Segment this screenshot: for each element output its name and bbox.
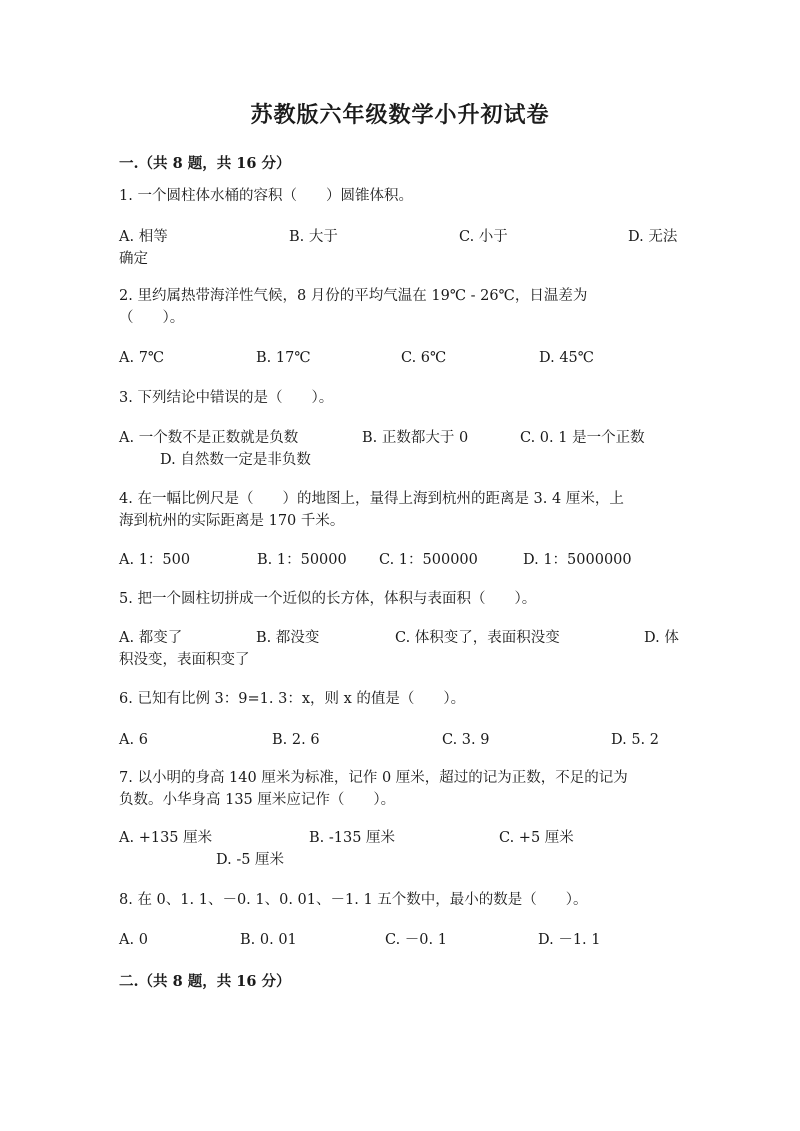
option-d: D. 无法 (628, 229, 678, 245)
option-b: B. 0. 01 (240, 932, 297, 948)
option-d: D. 1：5000000 (523, 552, 632, 568)
option-b: B. 正数都大于 0 (362, 430, 469, 446)
question-text-cont: （ ）。 (119, 310, 185, 326)
option-a: A. 6 (119, 732, 148, 748)
question-1-options (119, 226, 684, 270)
option-c: C. 0. 1 是一个正数 (520, 430, 645, 446)
question-text: 1. 一个圆柱体水桶的容积（ ）圆锥体积。 (119, 188, 413, 204)
section-heading-1: 一.（共 8 题，共 16 分） (119, 155, 291, 172)
question-6 (119, 688, 679, 710)
option-a: A. 7℃ (119, 350, 165, 366)
option-wrap-text: 积没变，表面积变了 (119, 652, 250, 668)
question-text: 2. 里约属热带海洋性气候，8 月份的平均气温在 19℃ - 26℃，日温差为 (119, 288, 588, 304)
option-b: B. 1：50000 (257, 552, 347, 568)
question-5-options (119, 627, 684, 671)
question-1 (119, 185, 679, 207)
question-text: 4. 在一幅比例尺是（ ）的地图上，量得上海到杭州的距离是 3. 4 厘米，上 (119, 491, 624, 507)
option-d: D. －1. 1 (538, 932, 601, 948)
option-b: B. 17℃ (256, 350, 311, 366)
section-heading-2: 二.（共 8 题，共 16 分） (119, 973, 291, 990)
question-3 (119, 387, 679, 409)
question-8-options (119, 929, 684, 973)
question-8 (119, 889, 679, 911)
question-2 (119, 285, 679, 329)
question-4-options (119, 549, 684, 593)
option-b: B. 大于 (289, 229, 338, 245)
question-2-options (119, 347, 684, 391)
question-7-options (119, 827, 684, 871)
option-c: C. 1：500000 (379, 552, 478, 568)
option-c: C. －0. 1 (385, 932, 447, 948)
option-c: C. +5 厘米 (499, 830, 574, 846)
option-c: C. 3. 9 (442, 732, 490, 748)
question-text-cont: 负数。小华身高 135 厘米应记作（ ）。 (119, 792, 396, 808)
option-d: D. 体 (644, 630, 679, 646)
question-4 (119, 488, 679, 532)
option-c: C. 6℃ (401, 350, 447, 366)
question-text: 8. 在 0、1. 1、－0. 1、0. 01、－1. 1 五个数中，最小的数是（ ）。 (119, 892, 588, 908)
option-a: A. 一个数不是正数就是负数 (119, 430, 299, 446)
option-c: C. 小于 (459, 229, 508, 245)
question-7 (119, 767, 679, 811)
question-text: 5. 把一个圆柱切拼成一个近似的长方体，体积与表面积（ ）。 (119, 591, 537, 607)
option-c: C. 体积变了，表面积没变 (395, 630, 560, 646)
option-b: B. 2. 6 (272, 732, 320, 748)
option-d: D. 45℃ (539, 350, 594, 366)
option-b: B. -135 厘米 (309, 830, 396, 846)
option-a: A. 相等 (119, 229, 168, 245)
option-d: D. -5 厘米 (216, 852, 285, 868)
option-a: A. 0 (119, 932, 148, 948)
option-wrap-text: 确定 (119, 251, 148, 267)
page-title: 苏教版六年级数学小升初试卷 (250, 102, 550, 128)
option-d: D. 自然数一定是非负数 (160, 452, 311, 468)
question-5 (119, 588, 679, 610)
question-3-options (119, 427, 684, 471)
option-a: A. 都变了 (119, 630, 183, 646)
option-d: D. 5. 2 (611, 732, 659, 748)
question-text-cont: 海到杭州的实际距离是 170 千米。 (119, 513, 345, 529)
question-text: 3. 下列结论中错误的是（ ）。 (119, 390, 334, 406)
option-a: A. 1：500 (119, 552, 191, 568)
option-a: A. +135 厘米 (119, 830, 213, 846)
question-text: 7. 以小明的身高 140 厘米为标准，记作 0 厘米，超过的记为正数，不足的记为 (119, 770, 628, 786)
question-text: 6. 已知有比例 3：9=1. 3：x，则 x 的值是（ ）。 (119, 691, 466, 707)
option-b: B. 都没变 (256, 630, 320, 646)
